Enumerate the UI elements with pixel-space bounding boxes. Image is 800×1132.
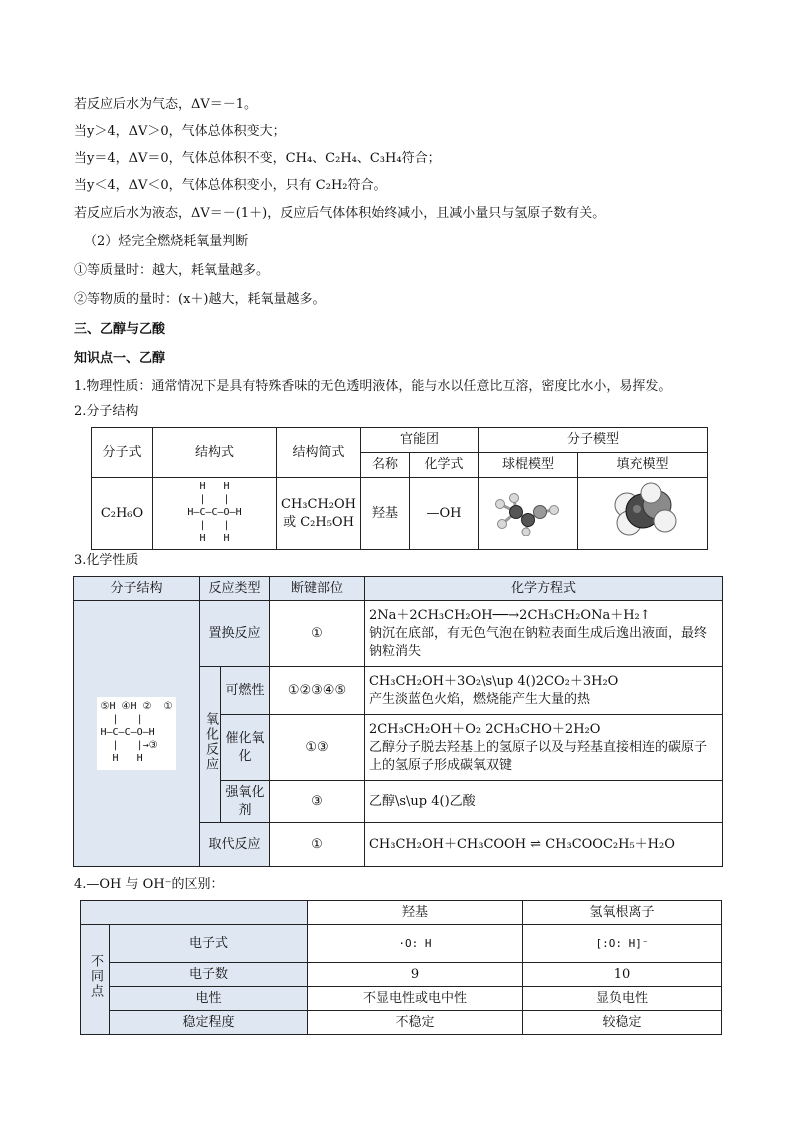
equation: 乙醇\s\up 4()乙酸: [364, 781, 722, 823]
bond-catalytic: ①③: [269, 715, 364, 781]
equation-cell: [364, 715, 722, 781]
text-line: 若反应后水为气态，ΔV＝－1。: [74, 97, 258, 112]
space-filling-model-image: [605, 481, 681, 541]
equation: 2Na＋2CH₃CH₂OH──→2CH₃CH₂ONa＋H₂↑: [368, 607, 651, 623]
type-substitution: 取代反应: [200, 823, 270, 867]
header-functional-group: 官能团: [361, 428, 479, 453]
bond-diagram: ⑤H ④H ② ① | | H—C—C—O—H | |→③ H H: [100, 701, 173, 764]
molecular-structure-title: 2.分子结构: [74, 404, 139, 419]
row-label: 电性: [110, 987, 308, 1011]
equation: CH₃CH₂OH＋3O₂\s\up 4()2CO₂＋3H₂O: [368, 673, 619, 689]
section-title: 三、乙醇与乙酸: [74, 322, 166, 337]
chemical-properties-table: [73, 576, 723, 867]
text-line: 若反应后水为液态，ΔV＝－(1＋)，反应后气体体积始终减小，且减小量只与氢原子数有关。: [74, 206, 606, 221]
value-hydroxide: 10: [523, 963, 722, 987]
reaction-note: 钠沉在底部，有无色气泡在钠粒表面生成后逸出液面，最终钠粒消失: [368, 625, 707, 659]
value-hydroxyl: 不稳定: [307, 1011, 522, 1035]
type-replacement: 置换反应: [200, 601, 270, 667]
difference-title: 4.—OH 与 OH⁻的区别：: [74, 877, 224, 892]
electron-formula-hydroxyl: ·O: H: [307, 925, 522, 963]
ball-stick-model-image: [488, 486, 568, 536]
equation-cell: [364, 601, 722, 667]
header-fill-model: 填充模型: [578, 453, 708, 478]
structural-formula: H H | | H—C—C—O—H | | H H: [187, 481, 242, 544]
header-ball-model: 球棍模型: [479, 453, 578, 478]
bond-strong-oxidant: ③: [269, 781, 364, 823]
equation-cell: [364, 667, 722, 715]
type-oxidation: [200, 667, 221, 823]
header-type: 反应类型: [200, 577, 270, 601]
header-model: 分子模型: [479, 428, 708, 453]
header-hydroxide: 氢氧根离子: [523, 901, 722, 925]
header-struct: 分子结构: [74, 577, 200, 601]
text-line: 当y＞4，ΔV＞0，气体总体积变大；: [74, 124, 286, 139]
corner-cell: [81, 901, 308, 925]
simplified-line-2: 或 C₂H₅OH: [283, 514, 354, 530]
cell-structural: [153, 478, 277, 550]
cell-ball-model: [479, 478, 578, 550]
row-label: 电子式: [110, 925, 308, 963]
equation: CH₃CH₂OH＋CH₃COOH ⇌ CH₃COOC₂H₅＋H₂O: [364, 823, 722, 867]
header-formula: 分子式: [92, 428, 153, 478]
value-hydroxyl: 9: [307, 963, 522, 987]
oxidation-label: 氧化反应: [203, 711, 218, 772]
header-chem: 化学式: [410, 453, 479, 478]
cell-group-chem: —OH: [410, 478, 479, 550]
cell-formula: C₂H₆O: [92, 478, 153, 550]
text-line: ②等物质的量时：(x＋)越大，耗氧量越多。: [74, 292, 326, 307]
electron-formula-hydroxide: [:O: H]⁻: [523, 925, 722, 963]
equation: 2CH₃CH₂OH＋O₂ 2CH₃CHO＋2H₂O: [368, 721, 601, 737]
oh-difference-table: [80, 900, 722, 1035]
value-hydroxyl: 不显电性或电中性: [307, 987, 522, 1011]
text-line: 当y＜4，ΔV＜0，气体总体积变小，只有 C₂H₂符合。: [74, 178, 387, 193]
physical-properties: 1.物理性质：通常情况下是具有特殊香味的无色透明液体，能与水以任意比互溶，密度比水小，易挥发。: [74, 379, 672, 394]
header-name: 名称: [361, 453, 410, 478]
type-combustion: 可燃性: [221, 667, 270, 715]
cell-group-name: 羟基: [361, 478, 410, 550]
cell-structure-diagram: [74, 601, 200, 867]
bond-combustion: ①②③④⑤: [269, 667, 364, 715]
reaction-note: 乙醇分子脱去羟基上的氢原子以及与羟基直接相连的碳原子上的氢原子形成碳氧双键: [368, 739, 707, 773]
row-label: 稳定程度: [110, 1011, 308, 1035]
header-hydroxyl: 羟基: [307, 901, 522, 925]
chemical-properties-title: 3.化学性质: [74, 553, 139, 568]
value-hydroxide: 显负电性: [523, 987, 722, 1011]
type-catalytic: 催化氧化: [221, 715, 270, 781]
row-label: 电子数: [110, 963, 308, 987]
header-simplified: 结构简式: [277, 428, 361, 478]
knowledge-point-title: 知识点一、乙醇: [74, 351, 166, 366]
header-structural: 结构式: [153, 428, 277, 478]
text-line: （2）烃完全燃烧耗氧量判断: [84, 234, 249, 249]
value-hydroxide: 较稳定: [523, 1011, 722, 1035]
header-equation: 化学方程式: [364, 577, 722, 601]
reaction-note: 产生淡蓝色火焰，燃烧能产生大量的热: [368, 691, 590, 707]
cell-fill-model: [578, 478, 708, 550]
bond-replacement: ①: [269, 601, 364, 667]
cell-simplified: [277, 478, 361, 550]
side-label-cell: [81, 925, 110, 1035]
header-bond: 断键部位: [269, 577, 364, 601]
text-line: ①等质量时：越大，耗氧量越多。: [74, 263, 270, 278]
text-line: 当y＝4，ΔV＝0，气体总体积不变，CH₄、C₂H₄、C₃H₄符合；: [74, 151, 441, 166]
side-label: 不同点: [88, 954, 103, 999]
type-strong-oxidant: 强氧化剂: [221, 781, 270, 823]
molecular-structure-table: [91, 427, 708, 550]
bond-substitution: ①: [269, 823, 364, 867]
simplified-line-1: CH₃CH₂OH: [281, 496, 356, 512]
